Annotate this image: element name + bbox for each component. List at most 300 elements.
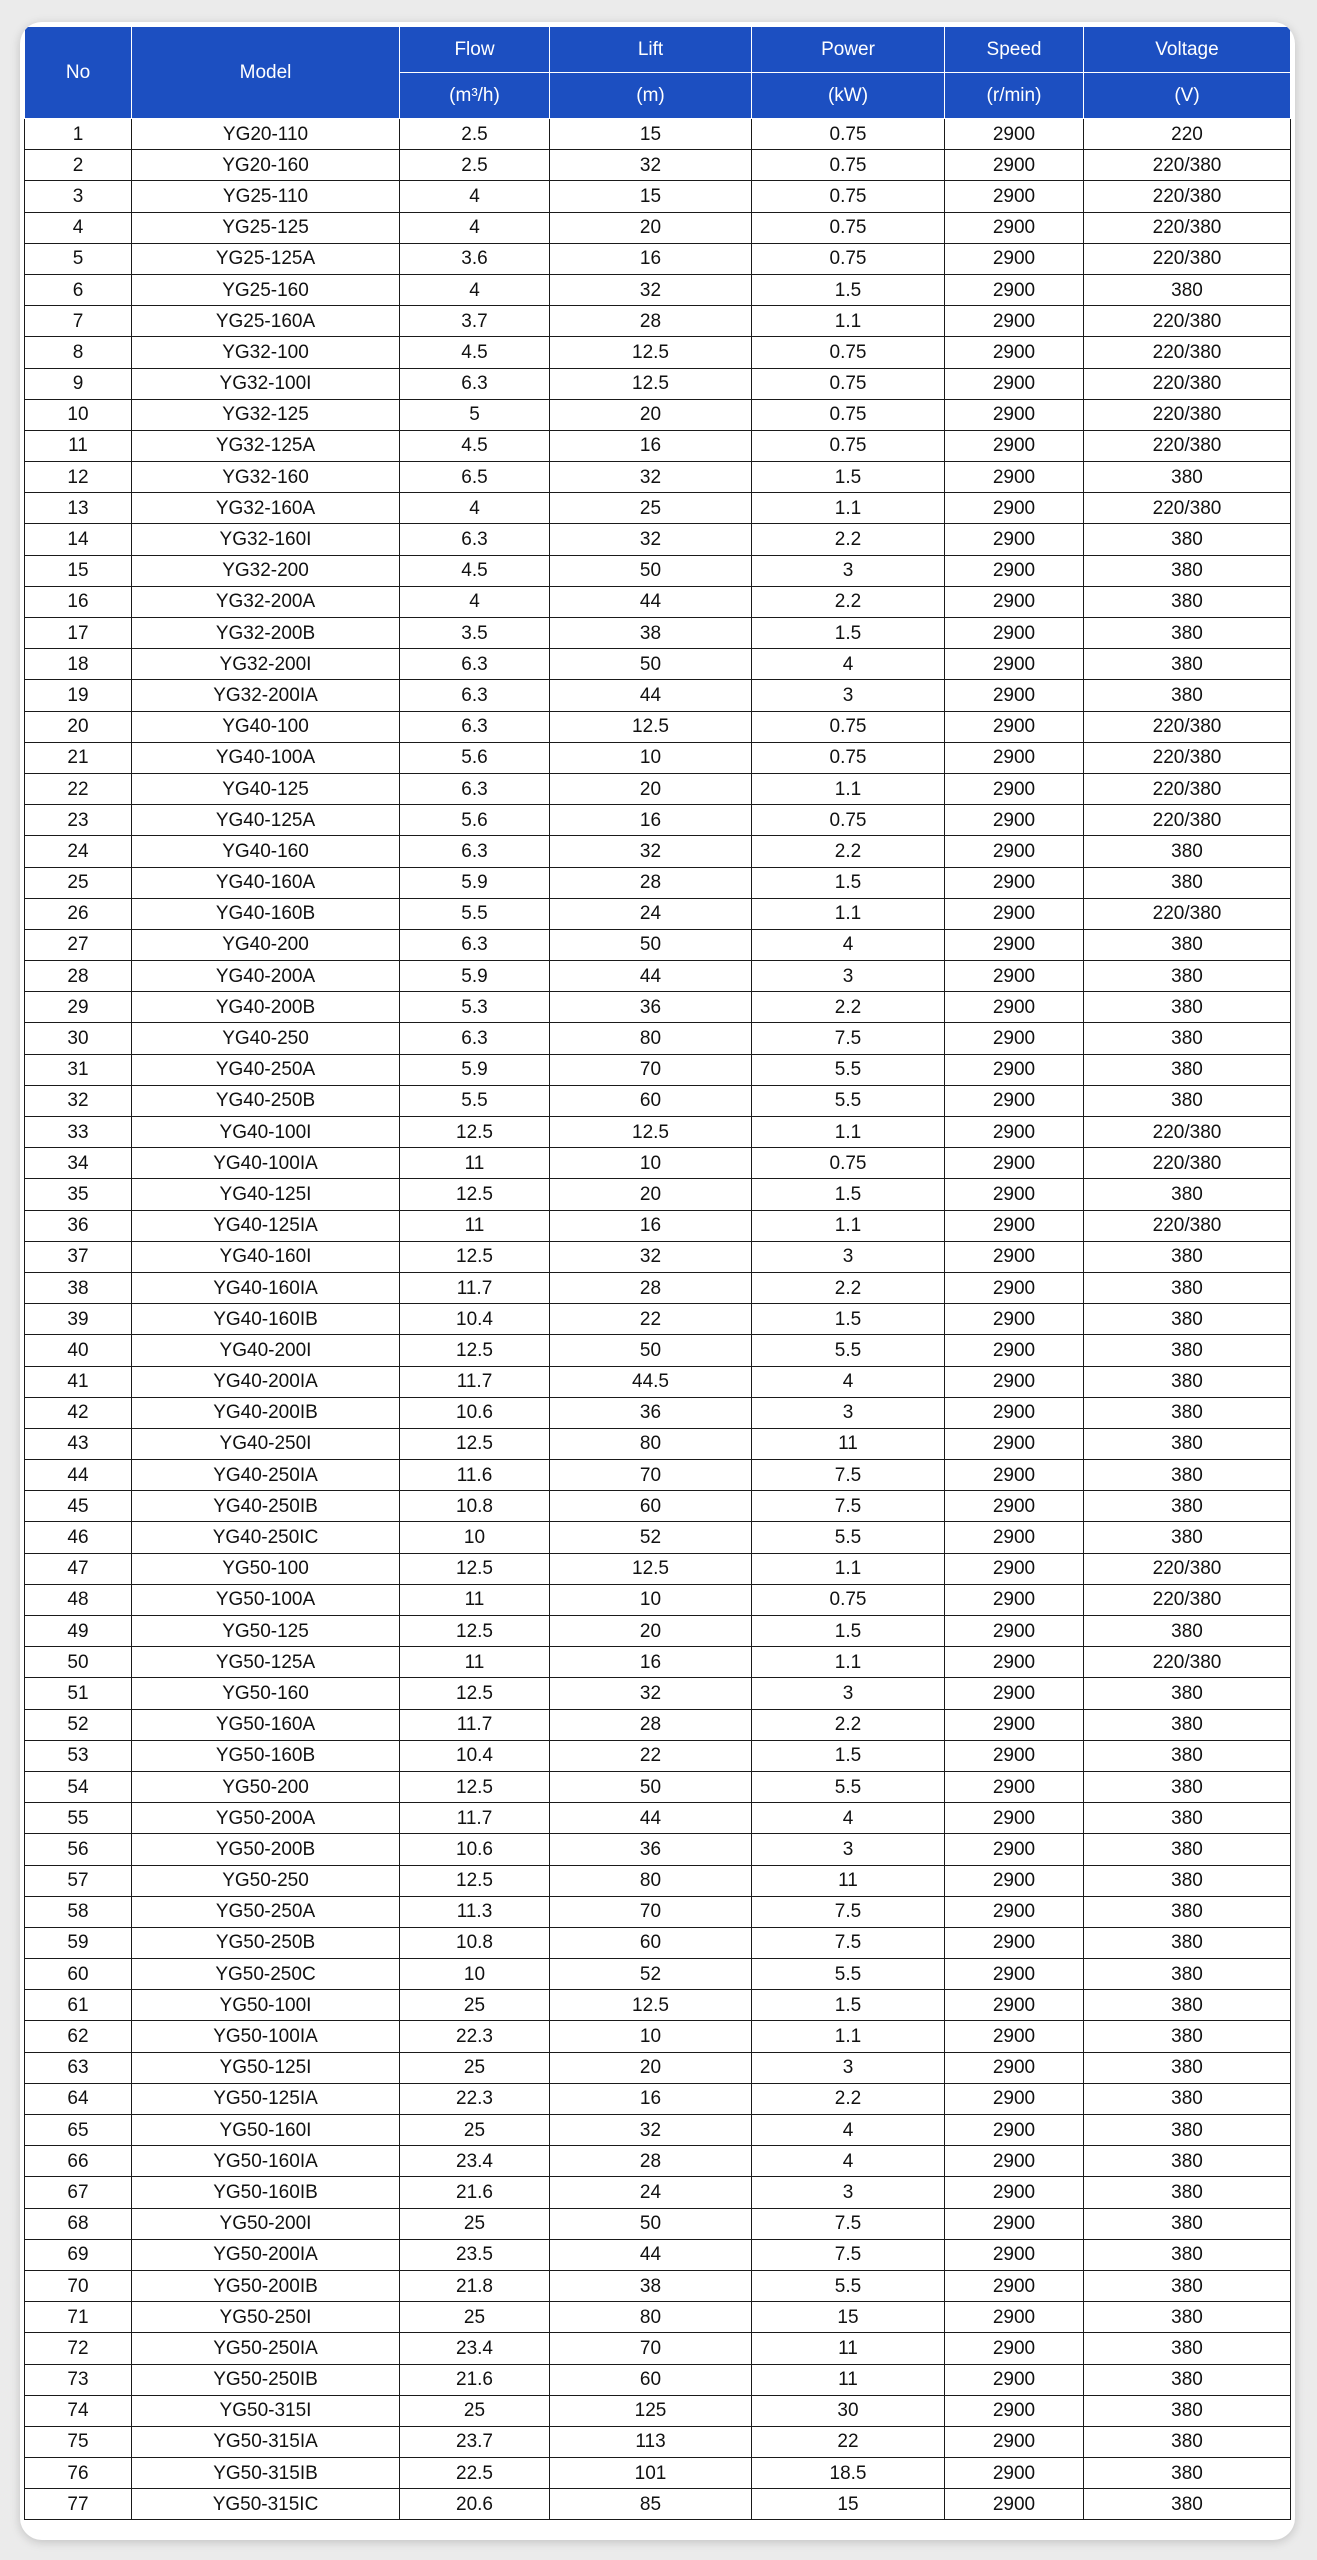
cell-voltage: 380 [1084, 680, 1291, 711]
cell-voltage: 220/380 [1084, 212, 1291, 243]
cell-flow: 4 [400, 212, 550, 243]
cell-flow: 6.3 [400, 711, 550, 742]
cell-speed: 2900 [945, 1428, 1084, 1459]
cell-voltage: 380 [1084, 462, 1291, 493]
table-row [25, 929, 1291, 960]
cell-lift: 52 [550, 1959, 752, 1990]
cell-voltage: 380 [1084, 2333, 1291, 2364]
cell-power: 1.1 [752, 306, 945, 337]
table-row [25, 1117, 1291, 1148]
cell-model: YG20-110 [132, 119, 400, 150]
cell-no: 28 [25, 961, 132, 992]
cell-power: 5.5 [752, 1771, 945, 1802]
table-row [25, 1647, 1291, 1678]
cell-power: 1.5 [752, 867, 945, 898]
cell-speed: 2900 [945, 2208, 1084, 2239]
table-row [25, 2177, 1291, 2208]
cell-voltage: 380 [1084, 1428, 1291, 1459]
cell-flow: 11.6 [400, 1460, 550, 1491]
cell-speed: 2900 [945, 2333, 1084, 2364]
cell-no: 31 [25, 1054, 132, 1085]
cell-no: 11 [25, 430, 132, 461]
cell-model: YG50-250 [132, 1865, 400, 1896]
cell-power: 3 [752, 1678, 945, 1709]
cell-no: 76 [25, 2458, 132, 2489]
cell-speed: 2900 [945, 181, 1084, 212]
cell-speed: 2900 [945, 1771, 1084, 1802]
cell-flow: 5.6 [400, 742, 550, 773]
cell-flow: 6.3 [400, 649, 550, 680]
cell-flow: 25 [400, 2052, 550, 2083]
cell-speed: 2900 [945, 1959, 1084, 1990]
cell-speed: 2900 [945, 836, 1084, 867]
cell-voltage: 380 [1084, 2021, 1291, 2052]
cell-power: 1.1 [752, 493, 945, 524]
cell-speed: 2900 [945, 212, 1084, 243]
cell-lift: 44 [550, 2239, 752, 2270]
cell-speed: 2900 [945, 1553, 1084, 1584]
cell-voltage: 380 [1084, 649, 1291, 680]
table-row [25, 1397, 1291, 1428]
cell-voltage: 220/380 [1084, 1647, 1291, 1678]
cell-voltage: 380 [1084, 1927, 1291, 1958]
cell-speed: 2900 [945, 2146, 1084, 2177]
table-row [25, 181, 1291, 212]
cell-model: YG40-125I [132, 1179, 400, 1210]
cell-speed: 2900 [945, 1397, 1084, 1428]
cell-voltage: 380 [1084, 1335, 1291, 1366]
table-row [25, 1771, 1291, 1802]
cell-lift: 12.5 [550, 711, 752, 742]
cell-speed: 2900 [945, 1241, 1084, 1272]
cell-lift: 38 [550, 2270, 752, 2301]
cell-no: 43 [25, 1428, 132, 1459]
cell-voltage: 380 [1084, 2083, 1291, 2114]
cell-no: 9 [25, 368, 132, 399]
cell-voltage: 380 [1084, 1179, 1291, 1210]
cell-voltage: 380 [1084, 2489, 1291, 2520]
cell-model: YG25-110 [132, 181, 400, 212]
cell-lift: 20 [550, 1179, 752, 1210]
cell-flow: 4.5 [400, 430, 550, 461]
cell-voltage: 380 [1084, 2426, 1291, 2457]
cell-model: YG40-100I [132, 1117, 400, 1148]
cell-voltage: 220/380 [1084, 399, 1291, 430]
cell-speed: 2900 [945, 2270, 1084, 2301]
cell-voltage: 380 [1084, 1771, 1291, 1802]
cell-power: 1.5 [752, 618, 945, 649]
cell-power: 0.75 [752, 711, 945, 742]
cell-voltage: 380 [1084, 2208, 1291, 2239]
cell-lift: 28 [550, 1272, 752, 1303]
cell-flow: 12.5 [400, 1678, 550, 1709]
cell-speed: 2900 [945, 150, 1084, 181]
cell-flow: 10.6 [400, 1834, 550, 1865]
table-row [25, 1553, 1291, 1584]
cell-model: YG50-315IC [132, 2489, 400, 2520]
cell-voltage: 380 [1084, 1522, 1291, 1553]
cell-voltage: 380 [1084, 1616, 1291, 1647]
cell-lift: 16 [550, 243, 752, 274]
table-row [25, 1834, 1291, 1865]
cell-no: 47 [25, 1553, 132, 1584]
header-flow: Flow [400, 27, 550, 73]
cell-no: 1 [25, 119, 132, 150]
cell-model: YG40-250A [132, 1054, 400, 1085]
cell-flow: 11 [400, 1148, 550, 1179]
cell-model: YG40-200IB [132, 1397, 400, 1428]
cell-no: 32 [25, 1085, 132, 1116]
cell-power: 1.1 [752, 1647, 945, 1678]
cell-lift: 25 [550, 493, 752, 524]
cell-lift: 85 [550, 2489, 752, 2520]
cell-power: 4 [752, 2115, 945, 2146]
cell-model: YG40-160A [132, 867, 400, 898]
cell-no: 26 [25, 898, 132, 929]
cell-flow: 2.5 [400, 119, 550, 150]
cell-model: YG32-160A [132, 493, 400, 524]
cell-power: 5.5 [752, 2270, 945, 2301]
cell-power: 1.5 [752, 1990, 945, 2021]
table-row [25, 493, 1291, 524]
table-row [25, 1584, 1291, 1615]
cell-model: YG50-125 [132, 1616, 400, 1647]
cell-voltage: 380 [1084, 1272, 1291, 1303]
cell-voltage: 220/380 [1084, 430, 1291, 461]
table-row [25, 1335, 1291, 1366]
header-voltage: Voltage [1084, 27, 1291, 73]
cell-model: YG32-125A [132, 430, 400, 461]
cell-voltage: 380 [1084, 1241, 1291, 1272]
table-row [25, 1616, 1291, 1647]
cell-lift: 70 [550, 1460, 752, 1491]
cell-voltage: 380 [1084, 2395, 1291, 2426]
cell-model: YG25-160A [132, 306, 400, 337]
cell-speed: 2900 [945, 1335, 1084, 1366]
cell-no: 33 [25, 1117, 132, 1148]
cell-power: 3 [752, 555, 945, 586]
cell-no: 65 [25, 2115, 132, 2146]
table-row [25, 618, 1291, 649]
table-row [25, 836, 1291, 867]
cell-model: YG40-200B [132, 992, 400, 1023]
table-row [25, 274, 1291, 305]
table-body [25, 119, 1291, 2520]
cell-flow: 4 [400, 493, 550, 524]
cell-speed: 2900 [945, 992, 1084, 1023]
cell-model: YG50-200IA [132, 2239, 400, 2270]
table-row [25, 1460, 1291, 1491]
table-row [25, 2239, 1291, 2270]
cell-power: 5.5 [752, 1335, 945, 1366]
cell-no: 3 [25, 181, 132, 212]
cell-model: YG50-315IB [132, 2458, 400, 2489]
cell-no: 14 [25, 524, 132, 555]
cell-no: 42 [25, 1397, 132, 1428]
cell-lift: 38 [550, 618, 752, 649]
cell-power: 11 [752, 2364, 945, 2395]
cell-power: 11 [752, 1865, 945, 1896]
header-lift: Lift [550, 27, 752, 73]
cell-lift: 32 [550, 1241, 752, 1272]
cell-model: YG32-160I [132, 524, 400, 555]
cell-voltage: 380 [1084, 1054, 1291, 1085]
table-row [25, 462, 1291, 493]
cell-lift: 32 [550, 836, 752, 867]
cell-lift: 80 [550, 1023, 752, 1054]
table-row [25, 1865, 1291, 1896]
cell-voltage: 380 [1084, 1990, 1291, 2021]
cell-flow: 5.5 [400, 1085, 550, 1116]
cell-model: YG50-125A [132, 1647, 400, 1678]
cell-model: YG32-200I [132, 649, 400, 680]
cell-power: 3 [752, 1834, 945, 1865]
table-row [25, 649, 1291, 680]
table-row [25, 1896, 1291, 1927]
cell-no: 75 [25, 2426, 132, 2457]
table-row [25, 306, 1291, 337]
cell-model: YG40-250 [132, 1023, 400, 1054]
cell-voltage: 380 [1084, 1896, 1291, 1927]
cell-flow: 5.9 [400, 867, 550, 898]
cell-lift: 32 [550, 462, 752, 493]
table-row [25, 1366, 1291, 1397]
cell-speed: 2900 [945, 1272, 1084, 1303]
cell-lift: 28 [550, 867, 752, 898]
cell-voltage: 380 [1084, 1959, 1291, 1990]
cell-model: YG40-125A [132, 805, 400, 836]
cell-no: 37 [25, 1241, 132, 1272]
cell-power: 0.75 [752, 368, 945, 399]
cell-lift: 16 [550, 1647, 752, 1678]
cell-speed: 2900 [945, 119, 1084, 150]
cell-flow: 4.5 [400, 555, 550, 586]
cell-flow: 21.6 [400, 2177, 550, 2208]
cell-lift: 28 [550, 306, 752, 337]
cell-no: 49 [25, 1616, 132, 1647]
cell-power: 1.5 [752, 1616, 945, 1647]
cell-power: 7.5 [752, 1491, 945, 1522]
cell-lift: 15 [550, 119, 752, 150]
cell-model: YG32-200IA [132, 680, 400, 711]
cell-no: 51 [25, 1678, 132, 1709]
cell-no: 69 [25, 2239, 132, 2270]
table-row [25, 586, 1291, 617]
cell-no: 2 [25, 150, 132, 181]
cell-lift: 28 [550, 2146, 752, 2177]
cell-speed: 2900 [945, 1460, 1084, 1491]
cell-flow: 25 [400, 2208, 550, 2239]
cell-speed: 2900 [945, 1584, 1084, 1615]
cell-speed: 2900 [945, 1740, 1084, 1771]
cell-voltage: 380 [1084, 1709, 1291, 1740]
cell-flow: 12.5 [400, 1335, 550, 1366]
cell-lift: 44 [550, 680, 752, 711]
cell-model: YG40-100A [132, 742, 400, 773]
cell-no: 71 [25, 2302, 132, 2333]
cell-power: 4 [752, 1366, 945, 1397]
cell-voltage: 220/380 [1084, 306, 1291, 337]
cell-model: YG40-250IB [132, 1491, 400, 1522]
cell-speed: 2900 [945, 1117, 1084, 1148]
cell-no: 25 [25, 867, 132, 898]
table-row [25, 1304, 1291, 1335]
cell-no: 45 [25, 1491, 132, 1522]
cell-voltage: 380 [1084, 1304, 1291, 1335]
table-row [25, 742, 1291, 773]
cell-voltage: 380 [1084, 1366, 1291, 1397]
cell-model: YG40-250I [132, 1428, 400, 1459]
cell-power: 7.5 [752, 1927, 945, 1958]
cell-no: 57 [25, 1865, 132, 1896]
table-row [25, 1085, 1291, 1116]
cell-speed: 2900 [945, 2052, 1084, 2083]
table-row [25, 2270, 1291, 2301]
cell-flow: 10.4 [400, 1304, 550, 1335]
cell-flow: 22.5 [400, 2458, 550, 2489]
cell-flow: 6.3 [400, 773, 550, 804]
table-row [25, 2021, 1291, 2052]
cell-model: YG40-200I [132, 1335, 400, 1366]
cell-model: YG50-160I [132, 2115, 400, 2146]
cell-voltage: 380 [1084, 1460, 1291, 1491]
cell-power: 2.2 [752, 524, 945, 555]
cell-power: 1.5 [752, 462, 945, 493]
cell-model: YG50-160B [132, 1740, 400, 1771]
cell-model: YG50-250IA [132, 2333, 400, 2364]
cell-flow: 2.5 [400, 150, 550, 181]
cell-voltage: 380 [1084, 2052, 1291, 2083]
header-speed: Speed [945, 27, 1084, 73]
cell-power: 7.5 [752, 1460, 945, 1491]
cell-speed: 2900 [945, 243, 1084, 274]
cell-lift: 50 [550, 2208, 752, 2239]
cell-flow: 4.5 [400, 337, 550, 368]
cell-lift: 22 [550, 1304, 752, 1335]
cell-speed: 2900 [945, 2021, 1084, 2052]
cell-no: 17 [25, 618, 132, 649]
cell-flow: 12.5 [400, 1553, 550, 1584]
cell-speed: 2900 [945, 430, 1084, 461]
cell-no: 27 [25, 929, 132, 960]
cell-voltage: 380 [1084, 2302, 1291, 2333]
table-row [25, 337, 1291, 368]
cell-no: 39 [25, 1304, 132, 1335]
cell-no: 63 [25, 2052, 132, 2083]
cell-lift: 24 [550, 898, 752, 929]
cell-power: 7.5 [752, 1896, 945, 1927]
cell-model: YG25-160 [132, 274, 400, 305]
cell-model: YG32-200B [132, 618, 400, 649]
table-row [25, 430, 1291, 461]
table-row [25, 212, 1291, 243]
cell-flow: 10 [400, 1959, 550, 1990]
cell-power: 3 [752, 680, 945, 711]
cell-voltage: 380 [1084, 618, 1291, 649]
cell-speed: 2900 [945, 1834, 1084, 1865]
cell-voltage: 220 [1084, 119, 1291, 150]
cell-lift: 101 [550, 2458, 752, 2489]
cell-flow: 12.5 [400, 1117, 550, 1148]
cell-voltage: 380 [1084, 1740, 1291, 1771]
cell-flow: 5.9 [400, 961, 550, 992]
cell-no: 55 [25, 1803, 132, 1834]
cell-no: 35 [25, 1179, 132, 1210]
cell-model: YG50-160A [132, 1709, 400, 1740]
cell-speed: 2900 [945, 1709, 1084, 1740]
cell-lift: 32 [550, 1678, 752, 1709]
cell-flow: 11 [400, 1584, 550, 1615]
cell-no: 58 [25, 1896, 132, 1927]
cell-speed: 2900 [945, 2364, 1084, 2395]
cell-lift: 10 [550, 2021, 752, 2052]
cell-lift: 70 [550, 2333, 752, 2364]
header-lift-unit: (m) [550, 73, 752, 119]
cell-model: YG40-200A [132, 961, 400, 992]
cell-speed: 2900 [945, 2083, 1084, 2114]
cell-speed: 2900 [945, 805, 1084, 836]
cell-flow: 12.5 [400, 1179, 550, 1210]
cell-model: YG50-125I [132, 2052, 400, 2083]
cell-power: 1.5 [752, 1304, 945, 1335]
cell-speed: 2900 [945, 773, 1084, 804]
cell-speed: 2900 [945, 867, 1084, 898]
cell-speed: 2900 [945, 2489, 1084, 2520]
cell-speed: 2900 [945, 898, 1084, 929]
table-row [25, 555, 1291, 586]
cell-flow: 5 [400, 399, 550, 430]
table-row [25, 2458, 1291, 2489]
cell-power: 1.1 [752, 1117, 945, 1148]
cell-power: 1.1 [752, 898, 945, 929]
cell-lift: 32 [550, 524, 752, 555]
table-row [25, 2333, 1291, 2364]
cell-voltage: 380 [1084, 2270, 1291, 2301]
cell-speed: 2900 [945, 2239, 1084, 2270]
cell-lift: 44 [550, 586, 752, 617]
cell-model: YG25-125A [132, 243, 400, 274]
table-row [25, 2052, 1291, 2083]
cell-lift: 50 [550, 1771, 752, 1802]
cell-voltage: 380 [1084, 929, 1291, 960]
cell-flow: 11.7 [400, 1366, 550, 1397]
table-row [25, 1959, 1291, 1990]
cell-speed: 2900 [945, 555, 1084, 586]
cell-voltage: 220/380 [1084, 1584, 1291, 1615]
cell-power: 1.5 [752, 274, 945, 305]
header-flow-unit: (m³/h) [400, 73, 550, 119]
table-row [25, 1803, 1291, 1834]
cell-lift: 36 [550, 992, 752, 1023]
cell-lift: 32 [550, 274, 752, 305]
cell-speed: 2900 [945, 711, 1084, 742]
cell-flow: 12.5 [400, 1241, 550, 1272]
cell-lift: 12.5 [550, 1990, 752, 2021]
cell-flow: 23.5 [400, 2239, 550, 2270]
cell-speed: 2900 [945, 1179, 1084, 1210]
cell-voltage: 220/380 [1084, 742, 1291, 773]
cell-voltage: 380 [1084, 2146, 1291, 2177]
cell-power: 5.5 [752, 1085, 945, 1116]
cell-no: 13 [25, 493, 132, 524]
cell-power: 2.2 [752, 1709, 945, 1740]
cell-flow: 5.9 [400, 1054, 550, 1085]
table-row [25, 961, 1291, 992]
cell-speed: 2900 [945, 618, 1084, 649]
cell-no: 68 [25, 2208, 132, 2239]
cell-no: 52 [25, 1709, 132, 1740]
cell-voltage: 220/380 [1084, 898, 1291, 929]
